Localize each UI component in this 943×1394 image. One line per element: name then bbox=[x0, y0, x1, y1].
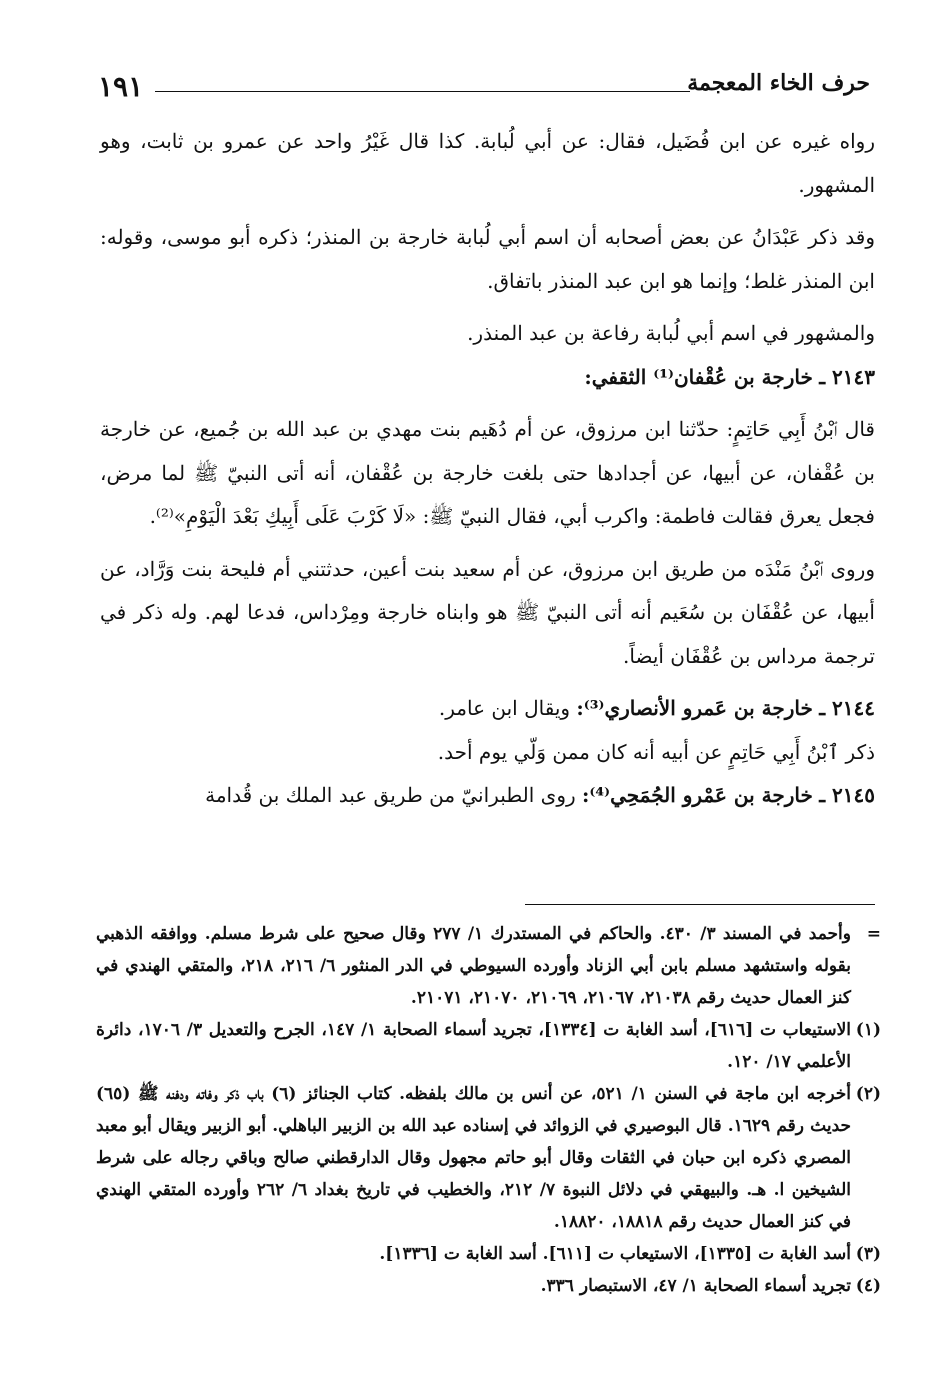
paragraph: ذكر ٱبْنُ أَبِي حَاتِمٍ عن أبيه أنه كان ممن وَلّي يوم أحد. bbox=[437, 739, 875, 764]
footnote-continued bbox=[96, 918, 881, 1014]
footnote-2 bbox=[96, 1078, 881, 1238]
paragraph: رواه غيره عن ابن فُضَيل، فقال: عن أبي لُبابة. كذا قال غَيْرُ واحد عن عمرو بن ثابت، وهو المشهور. bbox=[100, 129, 875, 197]
footnote-marker: (٢) bbox=[855, 1084, 881, 1104]
footnote-text: تجريد أسماء الصحابة ١/ ٤٧، الاستبصار ٣٣٦. bbox=[540, 1276, 851, 1296]
entry-title: خارجة بن عُقْفان⁽¹⁾ الثقفي: bbox=[584, 364, 813, 389]
entry-title: خارجة بن عَمرو الأنصاري⁽³⁾: bbox=[576, 696, 813, 720]
footnote-text: الاستيعاب ت [٦١٦]، أسد الغابة ت [١٣٣٤]، تجريد أسماء الصحابة ١/ ١٤٧، الجرح والتعديل ٣/ ١٧٠٦، دائرة الأعلمي ١٧/ ١٢٠. bbox=[96, 1020, 851, 1072]
entry-2145-heading bbox=[100, 774, 875, 818]
footnote-marker: (٤) bbox=[855, 1276, 881, 1296]
page-header bbox=[90, 62, 880, 102]
running-title: حرف الخاء المعجمة bbox=[687, 70, 870, 96]
page-number: ١٩١ bbox=[98, 70, 144, 103]
entry-number: ٢١٤٣ ـ bbox=[819, 364, 875, 389]
paragraph: والمشهور في اسم أبي لُبابة رفاعة بن عبد المنذر. bbox=[467, 321, 875, 345]
footnote-text: وأحمد في المسند ٣/ ٤٣٠. والحاكم في المستدرك ١/ ٢٧٧ وقال صحيح على شرط مسلم. ووافقه الذهبي بقوله واستشهد مسلم بابن أبي الزناد وأورده السيوطي في الدر المنثور ٦/ ٢١٦، ٢١٨، والمتقي الهندي في كنز العمال حديث رقم ٢١٠٣٨، ٢١٠٦٧، ٢١٠٦٩، ٢١٠٧٠، ٢١٠٧١. bbox=[96, 924, 851, 1008]
main-text bbox=[100, 120, 875, 818]
header-rule bbox=[155, 91, 690, 92]
entry-2144-heading bbox=[100, 687, 875, 731]
entry-text: ويقال ابن عامر. bbox=[438, 696, 571, 720]
entry-text: روى الطبرانيّ من طريق عبد الملك بن قُدامة bbox=[205, 783, 576, 807]
footnote-text: أسد الغابة ت [١٣٣٥]، الاستيعاب ت [٦١١]. أسد الغابة ت [١٣٣٦]. bbox=[379, 1244, 851, 1264]
footnote-separator bbox=[525, 904, 875, 905]
footnote-marker: (١) bbox=[855, 1020, 881, 1040]
entry-number: ٢١٤٥ ـ bbox=[819, 783, 875, 807]
paragraph: وقد ذكر عَبْدَانُ عن بعض أصحابه أن اسم أبي لُبابة خارجة بن المنذر؛ ذكره أبو موسى، وقوله: ابن المنذر غلط؛ وإنما هو ابن عبد المنذر باتفاق. bbox=[100, 225, 875, 293]
footnotes bbox=[96, 918, 881, 1302]
footnote-3 bbox=[96, 1238, 881, 1270]
footnote-marker: (٣) bbox=[855, 1244, 881, 1264]
footnote-4 bbox=[96, 1270, 881, 1302]
footnote-marker: = bbox=[866, 924, 881, 944]
paragraph: قال ٱبْنُ أَبِي حَاتِمٍ: حدّثنا ابن مرزوق، عن أم دُهَيم بنت مهدي بن عبد الله بن جُميع، عن خارجة بن عُقْفان، عن أبيها، عن أجدادها حتى بلغت خارجة بن عُقْفان، أنه أتى النبيّ ﷺ لما مرض، فجعل يعرق فقالت فاطمة: واكرب أبي، فقال النبيّ ﷺ: «لَا كَرْبَ عَلَى أَبِيكِ بَعْدَ الْيَوْمِ»⁽²⁾. bbox=[100, 417, 875, 528]
entry-2143-heading bbox=[100, 356, 875, 400]
entry-number: ٢١٤٤ ـ bbox=[819, 696, 875, 720]
paragraph: وروى ٱبْنُ مَنْدَه من طريق ابن مرزوق، عن أم سعيد بنت أعين، حدثتني أم فليحة بنت وَرَّاد، عن أبيها، عن عُقْفَان بن سُعَيم أنه أتى النبيّ ﷺ هو وابناه خارجة ومِرْداس، فدعا لهم. وله ذكر في ترجمة مرداس بن عُقْفَان أيضاً. bbox=[100, 556, 875, 668]
footnote-1 bbox=[96, 1014, 881, 1078]
footnote-text: أخرجه ابن ماجة في السنن ١/ ٥٢١، عن أنس بن مالك بلفظه. كتاب الجنائز (٦) باب ذكر وفاته ودفنه ﷺ (٦٥) حديث رقم ١٦٢٩. قال البوصيري في الزوائد في إسناده عبد الله بن الزبير الباهلي. أبو الزبير ويقال أبو معبد المصري ذكره ابن حبان في الثقات وقال أبو حاتم مجهول وقال الدارقطني صالح وباقي رجاله على شرط الشيخين ا. هـ. والبيهقي في دلائل النبوة ٧/ ٢١٢، والخطيب في تاريخ بغداد ٦/ ٢٦٢ وأورده المتقي الهندي في كنز العمال حديث رقم ١٨٨١٨، ١٨٨٢٠. bbox=[96, 1084, 851, 1232]
entry-title: خارجة بن عَمْرو الجُمَحِي⁽⁴⁾: bbox=[582, 783, 813, 807]
